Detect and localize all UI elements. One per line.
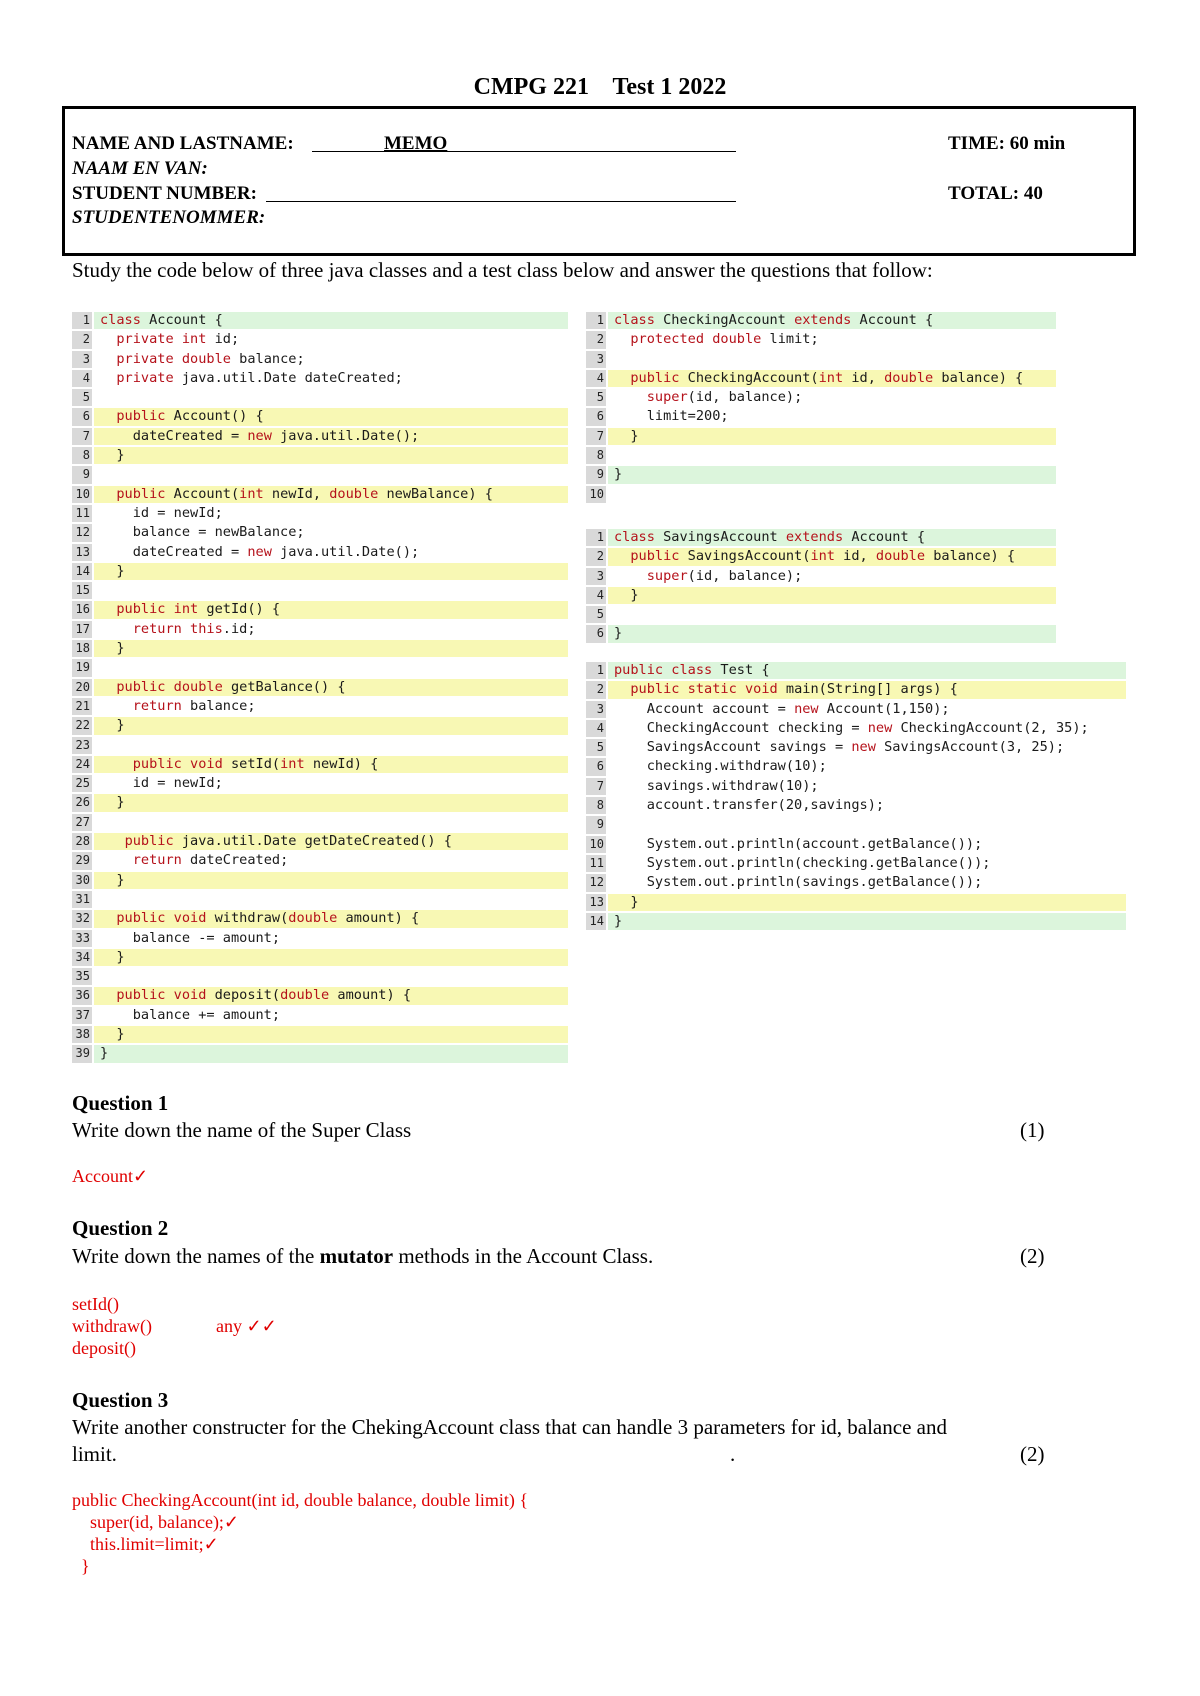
code-line [72,736,568,755]
code-text [94,891,568,908]
code-text: } [94,1026,568,1043]
line-number: 38 [72,1026,92,1043]
line-number: 5 [72,389,92,406]
code-text: } [608,894,1126,911]
code-line [72,581,568,600]
code-text: } [608,428,1056,445]
line-number: 34 [72,949,92,966]
line-number: 5 [586,739,606,756]
question-3-text-line-2: limit. [72,1442,117,1466]
code-line [72,330,568,349]
line-number: 1 [72,312,92,329]
code-text: public void withdraw(double amount) { [94,910,568,927]
total-label: TOTAL: 40 [948,183,1043,204]
code-line [72,697,568,716]
code-text: class Account { [94,312,568,329]
code-line [586,388,1056,407]
code-text [608,351,1056,368]
code-line [586,719,1126,738]
line-number: 8 [72,447,92,464]
line-number: 8 [586,797,606,814]
line-number: 10 [586,486,606,503]
code-text: } [608,913,1126,930]
code-line [586,311,1056,330]
line-number: 35 [72,968,92,985]
line-number: 9 [586,816,606,833]
code-text: public void deposit(double amount) { [94,987,568,1004]
code-text: savings.withdraw(10); [608,778,1126,795]
code-text: public CheckingAccount(int id, double balance) { [608,370,1056,387]
line-number: 3 [72,351,92,368]
code-text: super(id, balance); [608,568,1056,585]
code-line [72,793,568,812]
line-number: 15 [72,582,92,599]
code-line [586,815,1126,834]
code-text: private java.util.Date dateCreated; [94,370,568,387]
code-line [72,485,568,504]
code-line [72,986,568,1005]
question-3-title: Question 3 [72,1388,169,1412]
code-line [72,929,568,948]
question-2-title: Question 2 [72,1216,169,1240]
code-text: private int id; [94,331,568,348]
student-info-box [62,106,1136,256]
code-line [72,716,568,735]
line-number: 1 [586,529,606,546]
code-text: } [94,717,568,734]
question-2-answer-2: withdraw() [72,1316,152,1336]
line-number: 9 [586,466,606,483]
code-text: } [94,872,568,889]
code-text: public void setId(int newId) { [94,756,568,773]
line-number: 6 [586,758,606,775]
question-2-text-before: Write down the names of the [72,1244,320,1268]
code-text [94,582,568,599]
code-text: } [94,447,568,464]
line-number: 31 [72,891,92,908]
line-number: 4 [586,370,606,387]
code-text [94,814,568,831]
line-number: 27 [72,814,92,831]
student-number-label: STUDENT NUMBER: [72,183,257,204]
code-line [72,967,568,986]
line-number: 7 [586,428,606,445]
question-2-answer-note: any ✓✓ [216,1316,277,1336]
code-text: balance += amount; [94,1007,568,1024]
line-number: 28 [72,833,92,850]
code-text: return balance; [94,698,568,715]
code-line [586,605,1056,624]
savings-account-class-code [586,528,1056,644]
code-text: } [608,587,1056,604]
line-number: 4 [586,587,606,604]
code-line [72,639,568,658]
code-line [72,407,568,426]
question-3-answer-3: this.limit=limit;✓ [72,1534,219,1554]
line-number: 19 [72,659,92,676]
code-line [72,755,568,774]
code-line [586,912,1126,931]
code-line [72,678,568,697]
code-text: System.out.println(checking.getBalance()); [608,855,1126,872]
line-number: 24 [72,756,92,773]
code-text: } [94,563,568,580]
code-text: } [94,949,568,966]
student-number-field[interactable] [266,183,736,202]
line-number: 3 [586,701,606,718]
question-3-text-line-1: Write another constructer for the ChekingAccount class that can handle 3 parameters for id, balance and [72,1415,947,1439]
code-line [586,446,1056,465]
code-line [586,350,1056,369]
code-line [72,832,568,851]
line-number: 25 [72,775,92,792]
question-2-text [72,1244,653,1269]
line-number: 11 [586,855,606,872]
code-text: System.out.println(account.getBalance()); [608,836,1126,853]
code-line [72,658,568,677]
code-line [586,528,1056,547]
code-line [586,407,1056,426]
code-text: return dateCreated; [94,852,568,869]
code-text [94,968,568,985]
line-number: 1 [586,662,606,679]
question-3-answer-2: super(id, balance);✓ [72,1512,240,1532]
line-number: 37 [72,1007,92,1024]
account-class-code [72,311,568,1064]
name-label-af: NAAM EN VAN: [72,158,208,179]
name-field[interactable] [312,133,736,152]
code-line [72,620,568,639]
line-number: 4 [586,720,606,737]
line-number: 6 [586,625,606,642]
line-number: 3 [586,568,606,585]
code-text: dateCreated = new java.util.Date(); [94,544,568,561]
code-line [72,350,568,369]
question-2-text-after: methods in the Account Class. [393,1244,654,1268]
test-class-code [586,661,1126,931]
code-line [586,624,1056,643]
code-line [72,774,568,793]
code-line [72,813,568,832]
line-number: 18 [72,640,92,657]
code-line [72,851,568,870]
code-text: public class Test { [608,662,1126,679]
time-label: TIME: 60 min [948,133,1066,154]
code-text: private double balance; [94,351,568,368]
line-number: 10 [586,836,606,853]
question-3-dot: . [730,1442,736,1466]
code-text [94,466,568,483]
code-line [586,369,1056,388]
code-text: Account account = new Account(1,150); [608,701,1126,718]
document-title: CMPG 221 Test 1 2022 [473,74,727,100]
question-2-mark: (2) [1020,1244,1045,1268]
line-number: 9 [72,466,92,483]
question-3-answer-4: } [72,1556,90,1576]
line-number: 10 [72,486,92,503]
line-number: 2 [586,681,606,698]
line-number: 13 [586,894,606,911]
code-line [72,890,568,909]
code-line [72,523,568,542]
code-line [586,873,1126,892]
code-text: protected double limit; [608,331,1056,348]
line-number: 16 [72,601,92,618]
line-number: 20 [72,679,92,696]
code-text: super(id, balance); [608,389,1056,406]
code-text: class SavingsAccount extends Account { [608,529,1056,546]
code-line [72,311,568,330]
question-2-text-bold: mutator [319,1244,394,1268]
code-text: return this.id; [94,621,568,638]
line-number: 7 [72,428,92,445]
line-number: 36 [72,987,92,1004]
code-text: public SavingsAccount(int id, double balance) { [608,548,1056,565]
code-line [72,1025,568,1044]
code-line [586,835,1126,854]
code-text: id = newId; [94,505,568,522]
code-line [72,871,568,890]
code-text: dateCreated = new java.util.Date(); [94,428,568,445]
code-text: CheckingAccount checking = new CheckingAccount(2, 35); [608,720,1126,737]
code-line [72,446,568,465]
code-line [586,796,1126,815]
line-number: 2 [72,331,92,348]
code-text: public int getId() { [94,601,568,618]
code-text [608,447,1056,464]
code-text: public static void main(String[] args) { [608,681,1126,698]
code-line [72,465,568,484]
line-number: 11 [72,505,92,522]
code-text [608,606,1056,623]
code-line [586,661,1126,680]
line-number: 14 [72,563,92,580]
code-line [586,738,1126,757]
line-number: 6 [586,408,606,425]
question-1-title: Question 1 [72,1091,169,1115]
code-text [608,816,1126,833]
code-line [586,757,1126,776]
line-number: 12 [586,874,606,891]
name-label: NAME AND LASTNAME: [72,133,294,154]
code-text [94,389,568,406]
code-line [586,680,1126,699]
line-number: 8 [586,447,606,464]
line-number: 23 [72,737,92,754]
code-text: public double getBalance() { [94,679,568,696]
code-text: id = newId; [94,775,568,792]
question-1-mark: (1) [1020,1118,1045,1142]
line-number: 13 [72,544,92,561]
line-number: 14 [586,913,606,930]
code-line [72,388,568,407]
line-number: 5 [586,606,606,623]
code-line [586,465,1056,484]
code-text: } [608,625,1056,642]
code-line [586,854,1126,873]
code-line [72,369,568,388]
code-text [94,737,568,754]
code-line [72,543,568,562]
line-number: 3 [586,351,606,368]
line-number: 5 [586,389,606,406]
line-number: 33 [72,930,92,947]
code-text: } [608,466,1056,483]
question-3-mark: (2) [1020,1442,1045,1466]
code-text: } [94,794,568,811]
line-number: 29 [72,852,92,869]
code-line [72,600,568,619]
code-line [72,1006,568,1025]
code-text: public java.util.Date getDateCreated() { [94,833,568,850]
code-line [586,700,1126,719]
line-number: 4 [72,370,92,387]
question-2-answer-3: deposit() [72,1338,136,1358]
code-line [586,330,1056,349]
code-text: } [94,1045,568,1062]
code-text: SavingsAccount savings = new SavingsAccount(3, 25); [608,739,1126,756]
code-line [586,893,1126,912]
question-2-answer-1: setId() [72,1294,119,1314]
code-line [586,547,1056,566]
line-number: 2 [586,548,606,565]
code-line [586,567,1056,586]
student-number-label-af: STUDENTENOMMER: [72,207,266,228]
code-text: public Account(int newId, double newBalance) { [94,486,568,503]
line-number: 6 [72,408,92,425]
name-value: MEMO [384,133,448,154]
code-text: limit=200; [608,408,1056,425]
code-line [586,586,1056,605]
code-line [72,909,568,928]
code-text: class CheckingAccount extends Account { [608,312,1056,329]
code-line [586,427,1056,446]
code-text: System.out.println(savings.getBalance()); [608,874,1126,891]
code-text: balance = newBalance; [94,524,568,541]
code-line [72,1044,568,1063]
code-text: balance -= amount; [94,930,568,947]
code-text: public Account() { [94,408,568,425]
code-line [72,427,568,446]
code-text: checking.withdraw(10); [608,758,1126,775]
code-line [72,562,568,581]
question-1-text: Write down the name of the Super Class [72,1118,412,1142]
line-number: 30 [72,872,92,889]
line-number: 26 [72,794,92,811]
line-number: 21 [72,698,92,715]
question-1-answer: Account✓ [72,1166,149,1186]
line-number: 2 [586,331,606,348]
intro-text: Study the code below of three java classes and a test class below and answer the questions that follow: [72,258,933,282]
code-text: account.transfer(20,savings); [608,797,1126,814]
line-number: 39 [72,1045,92,1062]
line-number: 7 [586,778,606,795]
line-number: 17 [72,621,92,638]
code-line [72,504,568,523]
line-number: 12 [72,524,92,541]
code-line [586,777,1126,796]
line-number: 32 [72,910,92,927]
code-text [94,659,568,676]
code-text: } [94,640,568,657]
code-text [608,486,1056,503]
line-number: 1 [586,312,606,329]
question-3-answer-1: public CheckingAccount(int id, double balance, double limit) { [72,1490,529,1510]
code-line [72,948,568,967]
line-number: 22 [72,717,92,734]
code-line [586,485,1056,504]
checking-account-class-code [586,311,1056,504]
